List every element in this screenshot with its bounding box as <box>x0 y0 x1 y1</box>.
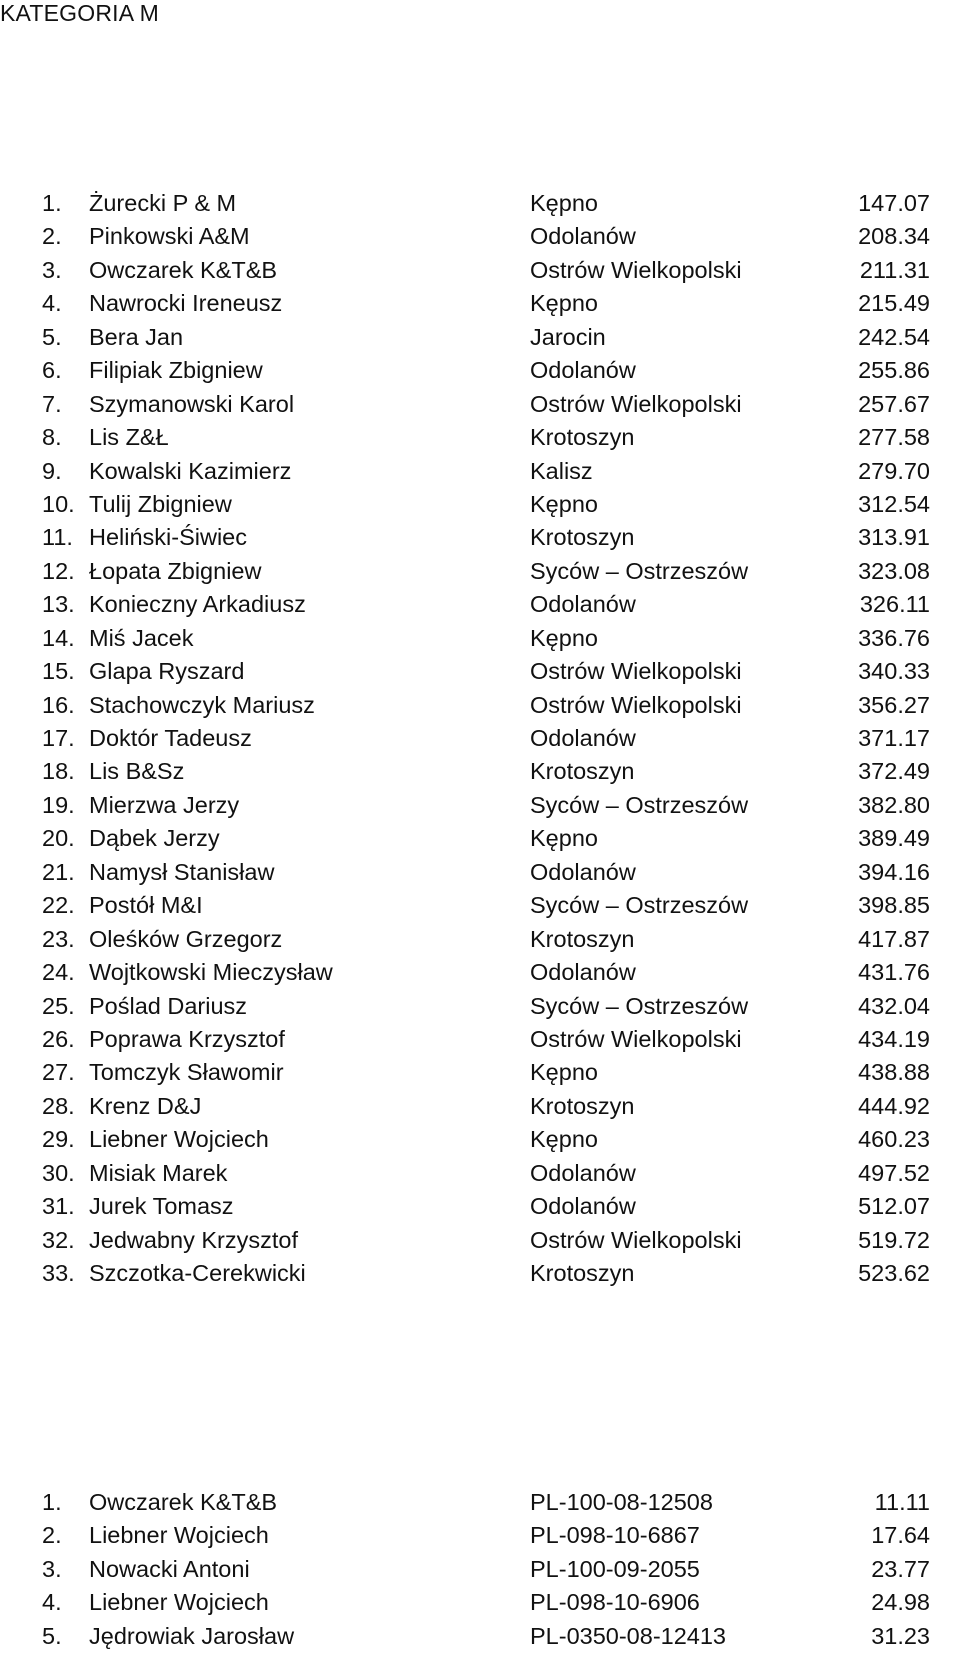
rank-number: 28. <box>42 1092 75 1119</box>
table-row <box>0 1486 960 1519</box>
result-value: 382.80 <box>858 791 930 818</box>
ring-results-table <box>0 1486 960 1653</box>
table-row <box>0 722 960 755</box>
table-row <box>0 1190 960 1223</box>
table-row <box>0 388 960 421</box>
table-row <box>0 521 960 554</box>
rank-number: 33. <box>42 1260 75 1286</box>
page-title: KATEGORIA M <box>0 0 159 26</box>
fancier-name: Jedwabny Krzysztof <box>89 1226 298 1253</box>
rank-number: 4. <box>42 290 62 317</box>
result-value: 523.62 <box>858 1260 930 1286</box>
result-value: 519.72 <box>858 1226 930 1253</box>
rank-number: 5. <box>42 323 62 350</box>
rank-number: 9. <box>42 457 62 484</box>
fancier-name: Poprawa Krzysztof <box>89 1025 285 1052</box>
result-value: 371.17 <box>858 725 930 751</box>
fancier-name: Tulij Zbigniew <box>89 490 232 517</box>
table-row <box>0 455 960 488</box>
location: Syców – Ostrzeszów <box>530 791 749 818</box>
result-value: 389.49 <box>858 825 930 852</box>
result-value: 312.54 <box>858 490 930 517</box>
rank-number: 8. <box>42 424 62 451</box>
result-value: 394.16 <box>858 858 930 885</box>
rank-number: 21. <box>42 858 75 885</box>
ring-number: PL-100-08-12508 <box>530 1489 713 1515</box>
fancier-name: Lis Z&Ł <box>89 424 169 451</box>
fancier-name: Szczotka-Cerekwicki <box>89 1260 306 1286</box>
fancier-name: Heliński-Śiwiec <box>89 524 248 551</box>
location: Krotoszyn <box>530 524 635 551</box>
rank-number: 10. <box>42 490 75 517</box>
ring-number: PL-098-10-6906 <box>530 1589 700 1616</box>
result-value: 242.54 <box>858 323 930 350</box>
fancier-name: Owczarek K&T&B <box>89 256 278 283</box>
result-value: 340.33 <box>858 658 930 685</box>
result-value: 417.87 <box>858 925 930 952</box>
rank-number: 19. <box>42 791 75 818</box>
location: Syców – Ostrzeszów <box>530 557 749 584</box>
location: Kalisz <box>530 457 593 484</box>
ring-number: PL-100-09-2055 <box>530 1555 700 1582</box>
fancier-name: Postół M&I <box>89 892 203 919</box>
result-value: 31.23 <box>871 1622 930 1649</box>
ring-number: PL-098-10-6867 <box>530 1522 700 1549</box>
table-row <box>0 1023 960 1056</box>
location: Kępno <box>530 1126 598 1153</box>
result-value: 277.58 <box>858 424 930 451</box>
result-value: 208.34 <box>858 223 930 250</box>
result-value: 336.76 <box>858 624 930 651</box>
rank-number: 30. <box>42 1159 75 1186</box>
table-row <box>0 789 960 822</box>
table-row <box>0 755 960 788</box>
result-value: 323.08 <box>858 557 930 584</box>
rank-number: 2. <box>42 223 62 250</box>
result-value: 438.88 <box>858 1059 930 1086</box>
location: Ostrów Wielkopolski <box>530 1226 742 1253</box>
location: Odolanów <box>530 1193 636 1220</box>
result-value: 257.67 <box>858 390 930 417</box>
rank-number: 1. <box>42 1489 62 1515</box>
table-row <box>0 622 960 655</box>
rank-number: 27. <box>42 1059 75 1086</box>
result-value: 431.76 <box>858 959 930 986</box>
table-row <box>0 1224 960 1257</box>
table-row <box>0 187 960 220</box>
fancier-name: Lis B&Sz <box>89 758 185 785</box>
table-row <box>0 588 960 621</box>
rank-number: 20. <box>42 825 75 852</box>
fancier-name: Tomczyk Sławomir <box>89 1059 284 1086</box>
table-row <box>0 1257 960 1290</box>
location: Odolanów <box>530 223 636 250</box>
fancier-name: Pinkowski A&M <box>89 223 250 250</box>
rank-number: 3. <box>42 1555 62 1582</box>
rank-number: 5. <box>42 1622 62 1649</box>
location: Krotoszyn <box>530 758 635 785</box>
rank-number: 25. <box>42 992 75 1019</box>
location: Kępno <box>530 825 598 852</box>
result-value: 512.07 <box>858 1193 930 1220</box>
table-row <box>0 990 960 1023</box>
location: Syców – Ostrzeszów <box>530 892 749 919</box>
result-value: 17.64 <box>871 1522 930 1549</box>
fancier-name: Liebner Wojciech <box>89 1126 269 1153</box>
rank-number: 16. <box>42 691 75 718</box>
location: Odolanów <box>530 1159 636 1186</box>
fancier-name: Poślad Dariusz <box>89 992 248 1019</box>
result-value: 255.86 <box>858 357 930 384</box>
result-value: 11.11 <box>874 1489 930 1515</box>
rank-number: 17. <box>42 725 75 751</box>
fancier-name: Liebner Wojciech <box>89 1522 269 1549</box>
location: Odolanów <box>530 591 636 618</box>
result-value: 211.31 <box>859 256 930 283</box>
rank-number: 22. <box>42 892 75 919</box>
result-value: 23.77 <box>871 1555 930 1582</box>
rank-number: 24. <box>42 959 75 986</box>
table-row <box>0 555 960 588</box>
table-row <box>0 254 960 287</box>
rank-number: 31. <box>42 1193 75 1220</box>
result-value: 444.92 <box>858 1092 930 1119</box>
fancier-name: Namysł Stanisław <box>89 858 275 885</box>
table-row <box>0 1157 960 1190</box>
table-row <box>0 956 960 989</box>
location: Odolanów <box>530 357 636 384</box>
table-row <box>0 889 960 922</box>
fancier-name: Misiak Marek <box>89 1159 228 1186</box>
fancier-name: Nowacki Antoni <box>89 1555 250 1582</box>
result-value: 279.70 <box>858 457 930 484</box>
table-row <box>0 923 960 956</box>
fancier-name: Łopata Zbigniew <box>89 557 262 584</box>
fancier-name: Jurek Tomasz <box>89 1193 234 1220</box>
rank-number: 1. <box>42 190 62 216</box>
table-row <box>0 1553 960 1586</box>
rank-number: 23. <box>42 925 75 952</box>
location: Ostrów Wielkopolski <box>530 691 742 718</box>
location: Krotoszyn <box>530 1092 635 1119</box>
table-row <box>0 856 960 889</box>
location: Krotoszyn <box>530 424 635 451</box>
table-row <box>0 1519 960 1552</box>
location: Ostrów Wielkopolski <box>530 256 742 283</box>
rank-number: 2. <box>42 1522 62 1549</box>
location: Kępno <box>530 490 598 517</box>
result-value: 24.98 <box>871 1589 930 1616</box>
rank-number: 14. <box>42 624 75 651</box>
table-row <box>0 321 960 354</box>
table-row <box>0 354 960 387</box>
rank-number: 6. <box>42 357 62 384</box>
location: Syców – Ostrzeszów <box>530 992 749 1019</box>
fancier-name: Wojtkowski Mieczysław <box>89 959 333 986</box>
fancier-name: Liebner Wojciech <box>89 1589 269 1616</box>
location: Kępno <box>530 190 598 216</box>
fancier-name: Doktór Tadeusz <box>89 725 252 751</box>
table-row <box>0 287 960 320</box>
rank-number: 3. <box>42 256 62 283</box>
fancier-name: Bera Jan <box>89 323 184 350</box>
results-table <box>0 187 960 1290</box>
location: Odolanów <box>530 725 636 751</box>
rank-number: 29. <box>42 1126 75 1153</box>
result-value: 313.91 <box>858 524 930 551</box>
location: Ostrów Wielkopolski <box>530 390 742 417</box>
fancier-name: Żurecki P & M <box>89 190 237 216</box>
result-value: 434.19 <box>858 1025 930 1052</box>
rank-number: 11. <box>42 524 73 551</box>
fancier-name: Miś Jacek <box>89 624 194 651</box>
result-value: 215.49 <box>858 290 930 317</box>
table-row <box>0 488 960 521</box>
table-row <box>0 689 960 722</box>
fancier-name: Mierzwa Jerzy <box>89 791 240 818</box>
table-row <box>0 1620 960 1653</box>
rank-number: 15. <box>42 658 75 685</box>
table-row <box>0 1586 960 1619</box>
rank-number: 32. <box>42 1226 75 1253</box>
fancier-name: Owczarek K&T&B <box>89 1489 278 1515</box>
table-row <box>0 1123 960 1156</box>
result-value: 460.23 <box>858 1126 930 1153</box>
rank-number: 18. <box>42 758 75 785</box>
table-row <box>0 1056 960 1089</box>
result-value: 398.85 <box>858 892 930 919</box>
location: Kępno <box>530 290 598 317</box>
rank-number: 26. <box>42 1025 75 1052</box>
result-value: 147.07 <box>858 190 930 216</box>
fancier-name: Filipiak Zbigniew <box>89 357 263 384</box>
location: Ostrów Wielkopolski <box>530 1025 742 1052</box>
fancier-name: Stachowczyk Mariusz <box>89 691 315 718</box>
location: Odolanów <box>530 959 636 986</box>
table-row <box>0 655 960 688</box>
fancier-name: Dąbek Jerzy <box>89 825 220 852</box>
result-value: 372.49 <box>858 758 930 785</box>
table-row <box>0 421 960 454</box>
location: Kępno <box>530 1059 598 1086</box>
result-value: 432.04 <box>858 992 930 1019</box>
location: Krotoszyn <box>530 925 635 952</box>
fancier-name: Glapa Ryszard <box>89 658 245 685</box>
fancier-name: Krenz D&J <box>89 1092 202 1119</box>
rank-number: 7. <box>42 390 62 417</box>
rank-number: 13. <box>42 591 75 618</box>
location: Odolanów <box>530 858 636 885</box>
location: Kępno <box>530 624 598 651</box>
location: Krotoszyn <box>530 1260 635 1286</box>
result-value: 356.27 <box>858 691 930 718</box>
result-value: 326.11 <box>859 591 930 618</box>
table-row <box>0 1090 960 1123</box>
fancier-name: Kowalski Kazimierz <box>89 457 292 484</box>
location: Ostrów Wielkopolski <box>530 658 742 685</box>
rank-number: 4. <box>42 1589 62 1616</box>
rank-number: 12. <box>42 557 75 584</box>
result-value: 497.52 <box>858 1159 930 1186</box>
fancier-name: Szymanowski Karol <box>89 390 295 417</box>
location: Jarocin <box>530 323 606 350</box>
table-row <box>0 220 960 253</box>
fancier-name: Konieczny Arkadiusz <box>89 591 306 618</box>
ring-number: PL-0350-08-12413 <box>530 1622 726 1649</box>
fancier-name: Nawrocki Ireneusz <box>89 290 283 317</box>
table-row <box>0 822 960 855</box>
fancier-name: Jędrowiak Jarosław <box>89 1622 295 1649</box>
fancier-name: Oleśków Grzegorz <box>89 925 283 952</box>
